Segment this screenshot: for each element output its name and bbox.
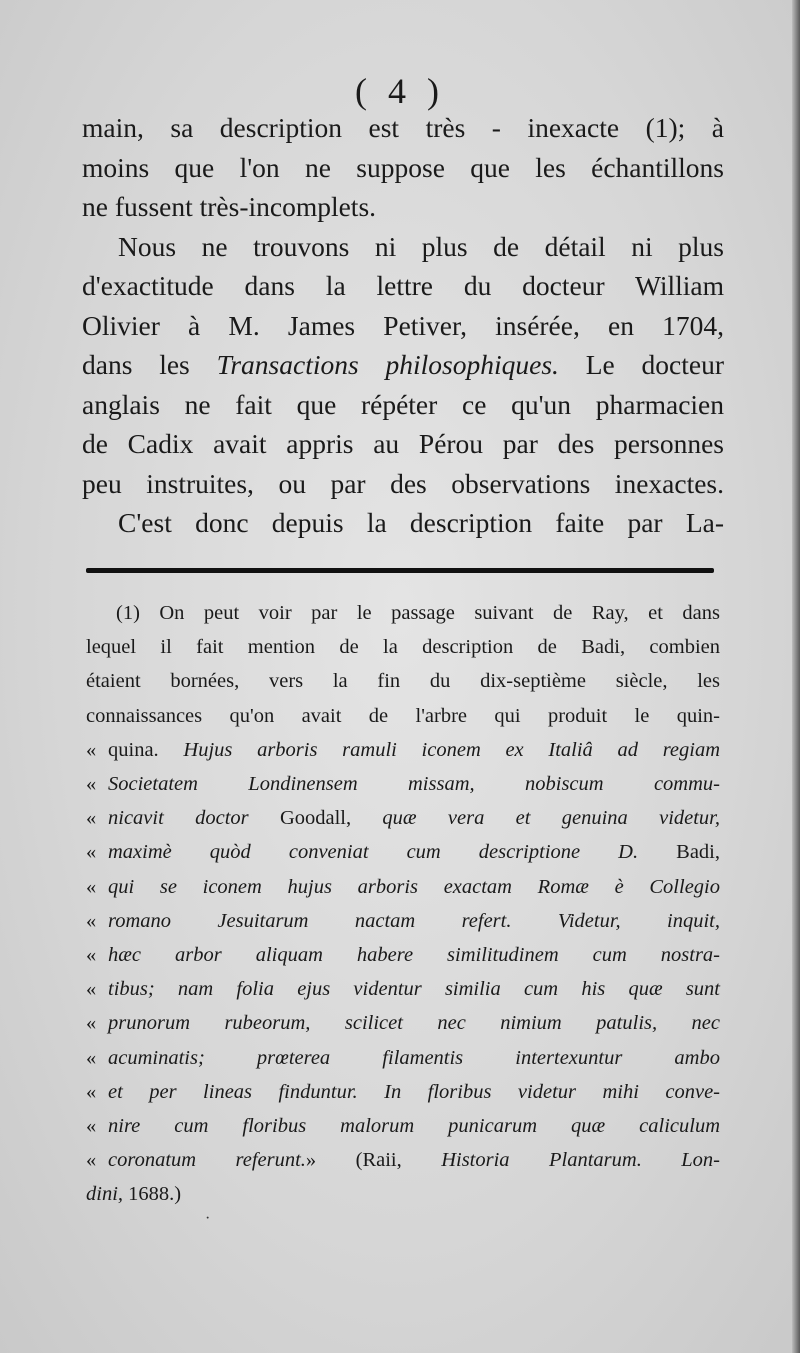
page-edge-shadow bbox=[792, 0, 800, 1353]
quote-mark: » bbox=[305, 1149, 317, 1172]
quote-mark: « bbox=[86, 1046, 97, 1069]
text-segment: dans les bbox=[82, 349, 190, 380]
footnote-line: étaient bornées, vers la fin du dix-septième siècle, les bbox=[86, 670, 720, 693]
quote-mark: « bbox=[86, 1149, 97, 1172]
latin-quote: prunorum rubeorum, scilicet nec nimium patulis, nec bbox=[108, 1012, 720, 1035]
text-line: de Cadix avait appris au Pérou par des personnes bbox=[82, 428, 724, 459]
quote-mark: « bbox=[86, 1115, 97, 1138]
quote-mark: « bbox=[86, 738, 97, 761]
latin-quote: tibus; nam folia ejus videntur similia cum his quæ sunt bbox=[108, 978, 720, 1001]
quote-mark: « bbox=[86, 1012, 97, 1035]
quote-mark: « bbox=[86, 841, 97, 864]
journal-title: Transactions philosophiques. bbox=[216, 349, 559, 380]
footnote-line bbox=[86, 870, 720, 904]
text-line: main, sa description est très - inexacte (1); à bbox=[82, 112, 724, 143]
footnote-line bbox=[86, 835, 720, 869]
ink-speck: · bbox=[205, 1210, 211, 1227]
footnote-line: (1) On peut voir par le passage suivant de Ray, et dans bbox=[116, 602, 720, 624]
footnote-line bbox=[86, 1109, 720, 1143]
quote-mark: « bbox=[86, 875, 97, 898]
text-segment: 1688.) bbox=[128, 1183, 182, 1206]
text-segment: Le docteur bbox=[585, 349, 725, 380]
text-line: anglais ne fait que répéter ce qu'un pharmacien bbox=[82, 388, 724, 420]
text-segment: quina. bbox=[108, 738, 159, 761]
text-line: d'exactitude dans la lettre du docteur William bbox=[82, 270, 724, 301]
footnote-line bbox=[86, 767, 720, 801]
latin-quote: quæ vera et genuina videtur, bbox=[382, 807, 721, 830]
text-line: Olivier à M. James Petiver, insérée, en 1704, bbox=[82, 309, 724, 341]
latin-quote: nicavit doctor bbox=[108, 807, 249, 830]
latin-quote: maximè quòd conveniat cum descriptione D. bbox=[108, 841, 639, 864]
quote-mark: « bbox=[86, 944, 97, 967]
footnote-line bbox=[86, 1177, 720, 1211]
footnote-separator-rule bbox=[86, 568, 714, 573]
text-segment: Badi, bbox=[676, 841, 720, 864]
latin-quote: qui se iconem hujus arboris exactam Romæ è Collegio bbox=[108, 875, 720, 898]
latin-quote: acuminatis; prœterea filamentis intertexuntur ambo bbox=[108, 1046, 720, 1069]
footnote-line bbox=[86, 1006, 720, 1040]
latin-quote: et per lineas finduntur. In floribus videtur mihi conve- bbox=[108, 1080, 720, 1103]
main-text bbox=[82, 108, 724, 543]
footnote-line: connaissances qu'on avait de l'arbre qui produit le quin- bbox=[86, 704, 720, 727]
footnote-line bbox=[86, 1075, 720, 1109]
quote-mark: « bbox=[86, 807, 97, 830]
latin-quote: romano Jesuitarum nactam refert. Videtur, inquit, bbox=[108, 909, 720, 932]
text-line: peu instruites, ou par des observations inexactes. bbox=[82, 467, 724, 499]
latin-quote: Societatem Londinensem missam, nobiscum commu- bbox=[108, 773, 720, 796]
footnote-line bbox=[86, 938, 720, 972]
page-number: ( 4 ) bbox=[355, 71, 445, 111]
text-line bbox=[82, 345, 724, 385]
text-segment: (Raii, bbox=[355, 1149, 402, 1172]
text-segment: Goodall, bbox=[279, 807, 352, 830]
place-name: dini, bbox=[86, 1183, 124, 1206]
quote-mark: « bbox=[86, 1080, 97, 1103]
footnote bbox=[86, 596, 720, 1212]
paragraph-start-line: Nous ne trouvons ni plus de détail ni plus bbox=[118, 230, 724, 262]
latin-quote: coronatum referunt. bbox=[108, 1149, 306, 1172]
footnote-line bbox=[86, 904, 720, 938]
footnote-line bbox=[86, 801, 720, 835]
book-title: Historia Plantarum. Lon- bbox=[441, 1149, 720, 1172]
footnote-line bbox=[86, 1041, 720, 1075]
quote-mark: « bbox=[86, 773, 97, 796]
latin-quote: nire cum floribus malorum punicarum quæ caliculum bbox=[108, 1115, 720, 1138]
footnote-line bbox=[86, 972, 720, 1006]
latin-quote: hæc arbor aliquam habere similitudinem cum nostra- bbox=[108, 944, 720, 967]
quote-mark: « bbox=[86, 978, 97, 1001]
footnote-line bbox=[86, 1143, 720, 1177]
footnote-line bbox=[86, 733, 720, 767]
quote-mark: « bbox=[86, 909, 97, 932]
paragraph-start-line: C'est donc depuis la description faite par La- bbox=[118, 507, 724, 538]
text-line: ne fussent très-incomplets. bbox=[82, 191, 377, 222]
latin-quote: Hujus arboris ramuli iconem ex Italiâ ad regiam bbox=[183, 738, 721, 761]
text-line: moins que l'on ne suppose que les échantillons bbox=[82, 151, 724, 183]
footnote-line: lequel il fait mention de la description de Badi, combien bbox=[86, 636, 720, 659]
